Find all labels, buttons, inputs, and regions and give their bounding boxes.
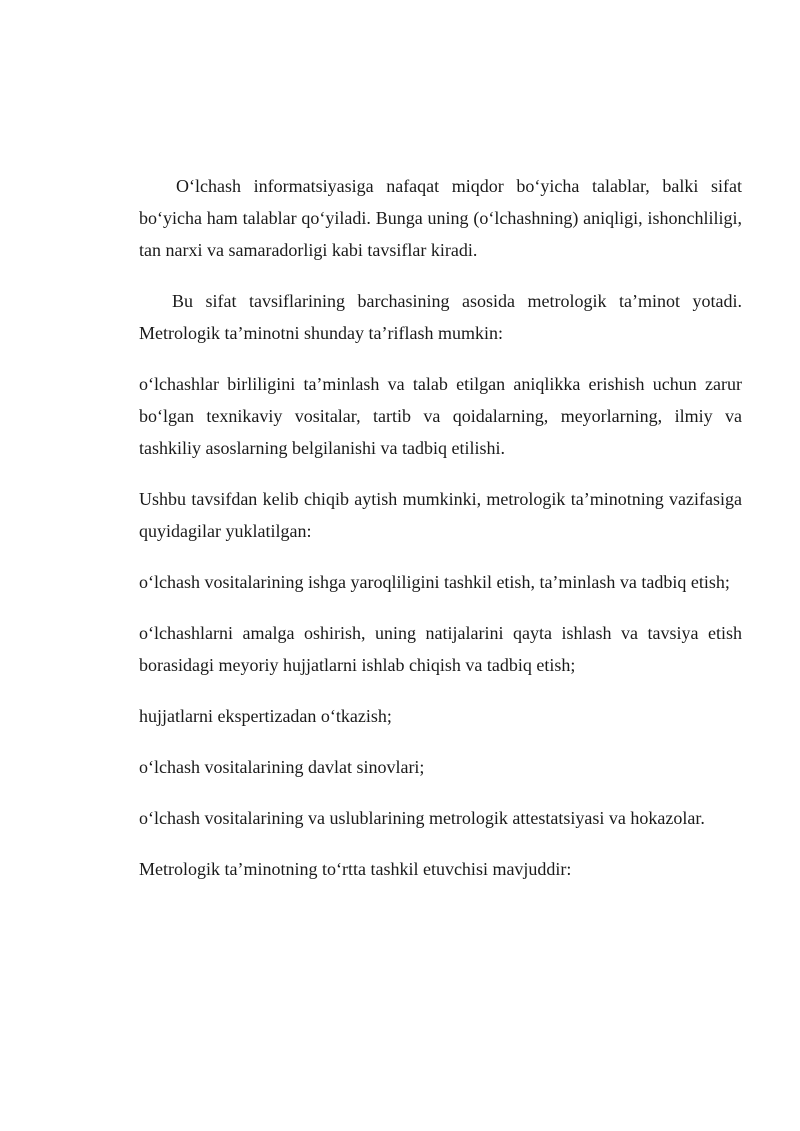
list-item: hujjatlarni ekspertizadan o‘tkazish;	[139, 706, 392, 726]
list-item: o‘lchash vositalarining ishga yaroqliligini tashkil etish, ta’minlash va tadbiq etish;	[139, 572, 730, 592]
paragraph: Metrologik ta’minotning to‘rtta tashkil etuvchisi mavjuddir:	[139, 859, 572, 879]
document-body	[139, 170, 742, 904]
list-item: o‘lchashlarni amalga oshirish, uning natijalarini qayta ishlash va tavsiya etish borasidagi meyoriy hujjatlarni ishlab chiqish va tadbiq etish;	[139, 623, 742, 675]
list-item: o‘lchash vositalarining davlat sinovlari;	[139, 757, 425, 777]
list-item: o‘lchash vositalarining va uslublarining metrologik attestatsiyasi va hokazolar.	[139, 808, 705, 828]
paragraph: o‘lchashlar birliligini ta’minlash va talab etilgan aniqlikka erishish uchun zarur bo‘lgan texnikaviy vositalar, tartib va qoidalarning, meyorlarning, ilmiy va tashkiliy asoslarning belgilanishi va tadbiq etilishi.	[139, 374, 742, 458]
paragraph: Ushbu tavsifdan kelib chiqib aytish mumkinki, metrologik ta’minotning vazifasiga quyidagilar yuklatilgan:	[139, 489, 742, 541]
paragraph: Bu sifat tavsiflarining barchasining asosida metrologik ta’minot yotadi. Metrologik ta’minotni shunday ta’riflash mumkin:	[139, 291, 742, 343]
paragraph: O‘lchash informatsiyasiga nafaqat miqdor bo‘yicha talablar, balki sifat bo‘yicha ham talablar qo‘yiladi. Bunga uning (o‘lchashning) aniqligi, ishonchliligi, tan narxi va samaradorligi kabi tavsiflar kiradi.	[139, 176, 742, 260]
